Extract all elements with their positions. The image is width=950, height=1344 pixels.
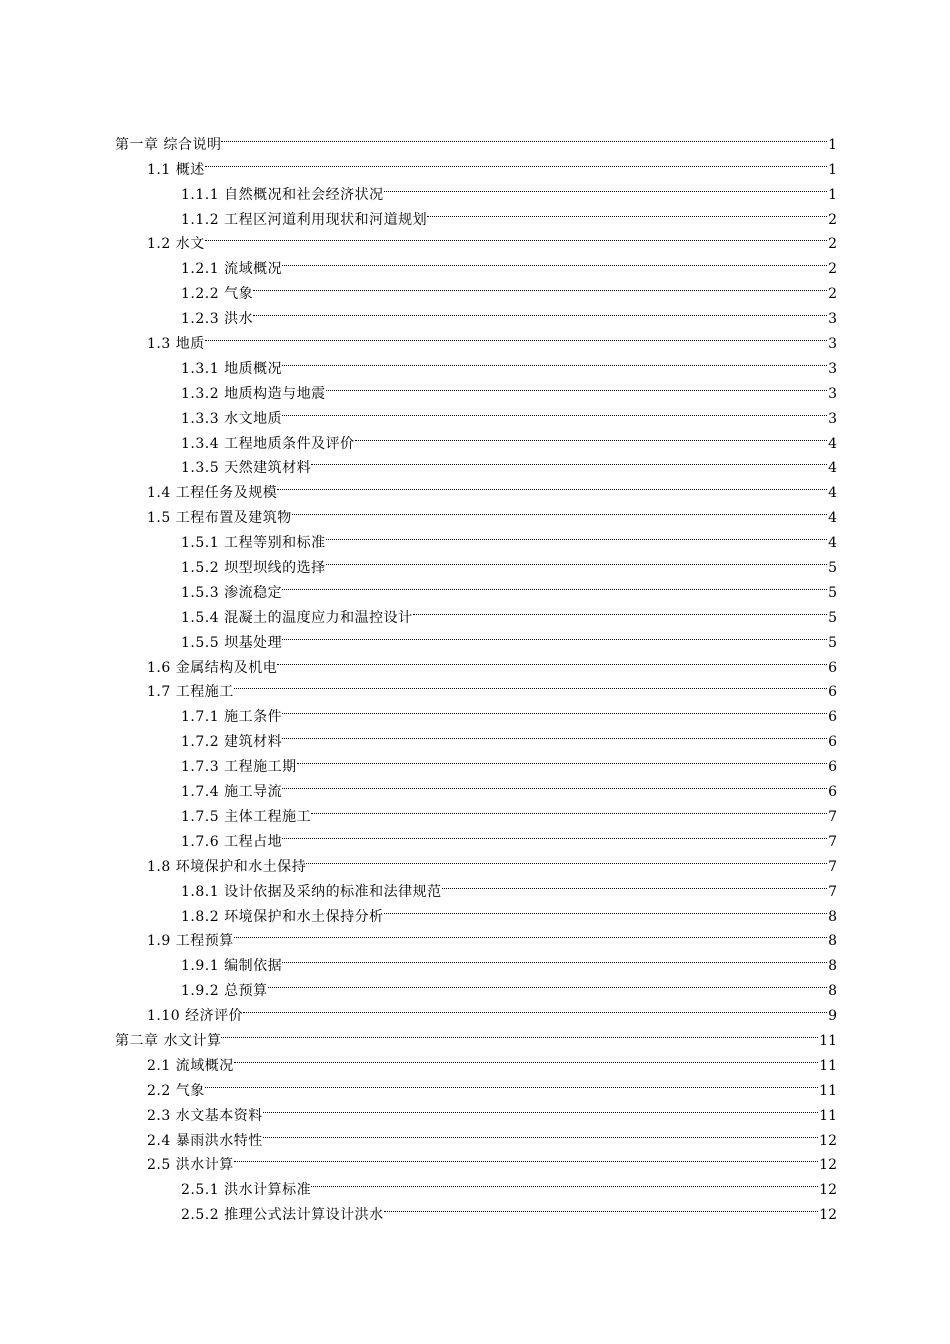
toc-entry[interactable] — [0, 248, 950, 278]
toc-dot-leader — [311, 448, 827, 473]
toc-page-number[interactable]: 6 — [828, 759, 837, 776]
toc-page-number[interactable]: 1 — [828, 161, 837, 178]
toc-page-number[interactable]: 2 — [828, 211, 837, 228]
toc-dot-leader — [282, 771, 827, 796]
toc-entry-title[interactable]: 1.7.4 施工导流 — [181, 784, 283, 801]
toc-entry-title[interactable]: 1.7.5 主体工程施工 — [181, 808, 312, 825]
toc-entry[interactable] — [0, 323, 950, 353]
toc-page-number[interactable]: 4 — [828, 460, 837, 477]
toc-page-number[interactable]: 4 — [828, 535, 837, 552]
toc-entry-title[interactable]: 1.2.2 气象 — [181, 286, 254, 303]
toc-entry[interactable] — [0, 896, 950, 925]
toc-dot-leader — [263, 1095, 818, 1120]
toc-entry[interactable] — [0, 771, 950, 801]
toc-page-number[interactable]: 3 — [828, 360, 837, 377]
toc-entry[interactable] — [0, 273, 950, 303]
toc-page-number[interactable]: 5 — [828, 609, 837, 626]
toc-entry[interactable] — [0, 921, 950, 950]
toc-dot-leader — [355, 423, 828, 448]
toc-entry-title[interactable]: 1.5.4 混凝土的温度应力和温控设计 — [181, 609, 413, 626]
toc-dot-leader — [384, 896, 828, 921]
toc-page-number[interactable]: 1 — [828, 136, 837, 153]
toc-entry[interactable] — [0, 871, 950, 900]
toc-entry-title[interactable]: 1.10 经济评价 — [147, 1008, 244, 1025]
toc-entry[interactable] — [0, 149, 950, 178]
toc-entry[interactable] — [0, 1145, 950, 1174]
toc-entry[interactable] — [0, 348, 950, 377]
toc-dot-leader — [282, 622, 827, 647]
toc-dot-leader — [282, 721, 827, 746]
toc-entry[interactable] — [0, 821, 950, 850]
toc-entry-title[interactable]: 1.8.1 设计依据及采纳的标准和法律规范 — [181, 883, 442, 900]
toc-entry[interactable] — [0, 224, 950, 253]
toc-entry-title[interactable]: 1.1 概述 — [147, 161, 205, 178]
toc-entry-title[interactable]: 2.5 洪水计算 — [147, 1157, 234, 1174]
toc-dot-leader — [384, 174, 828, 199]
toc-entry[interactable] — [0, 1120, 950, 1149]
toc-dot-leader — [205, 323, 827, 348]
toc-entry[interactable] — [0, 1070, 950, 1099]
toc-dot-leader — [311, 1169, 818, 1194]
toc-dot-leader — [326, 547, 828, 572]
toc-entry-title[interactable]: 1.9 工程预算 — [147, 933, 234, 950]
toc-page-number[interactable]: 11 — [819, 1032, 837, 1049]
toc-dot-leader — [282, 945, 827, 970]
toc-entry-title[interactable]: 1.7 工程施工 — [147, 684, 234, 701]
table-of-contents — [0, 124, 950, 1224]
toc-entry-title[interactable]: 1.7.2 建筑材料 — [181, 734, 283, 751]
toc-dot-leader — [297, 746, 828, 771]
toc-entry[interactable] — [0, 124, 950, 153]
toc-dot-leader — [306, 846, 827, 871]
toc-entry[interactable] — [0, 696, 950, 726]
toc-dot-leader — [205, 224, 827, 249]
toc-entry-title[interactable]: 1.7.3 工程施工期 — [181, 759, 297, 776]
toc-entry[interactable] — [0, 1020, 950, 1049]
toc-page-number[interactable]: 5 — [828, 634, 837, 651]
toc-entry[interactable] — [0, 672, 950, 701]
toc-entry[interactable] — [0, 796, 950, 825]
toc-entry-title[interactable]: 1.7.6 工程占地 — [181, 833, 283, 850]
toc-entry-title[interactable]: 1.8 环境保护和水土保持 — [147, 858, 307, 875]
toc-page-number[interactable]: 7 — [828, 808, 837, 825]
toc-entry-title[interactable]: 1.3.5 天然建筑材料 — [181, 460, 312, 477]
toc-dot-leader — [234, 672, 827, 697]
toc-dot-leader — [282, 572, 827, 597]
toc-dot-leader — [234, 921, 827, 946]
toc-entry[interactable] — [0, 199, 950, 228]
toc-entry-title[interactable]: 第一章 综合说明 — [115, 136, 222, 153]
toc-page-number[interactable]: 6 — [828, 734, 837, 751]
toc-dot-leader — [234, 1045, 818, 1070]
toc-entry[interactable] — [0, 1045, 950, 1074]
toc-dot-leader — [282, 696, 827, 721]
toc-dot-leader — [413, 597, 828, 622]
toc-entry-title[interactable]: 1.2 水文 — [147, 236, 205, 253]
toc-dot-leader — [234, 1145, 818, 1170]
toc-dot-leader — [292, 497, 827, 522]
toc-entry[interactable] — [0, 945, 950, 975]
toc-page-number[interactable]: 3 — [828, 385, 837, 402]
toc-page-number[interactable]: 6 — [828, 684, 837, 701]
toc-entry-title[interactable]: 1.2.1 流域概况 — [181, 261, 283, 278]
toc-dot-leader — [326, 522, 828, 547]
toc-page-number[interactable]: 4 — [828, 485, 837, 502]
toc-entry-title[interactable]: 1.3.2 地质构造与地震 — [181, 385, 326, 402]
toc-dot-leader — [243, 995, 827, 1020]
toc-entry-title[interactable]: 1.5 工程布置及建筑物 — [147, 510, 292, 527]
toc-dot-leader — [253, 273, 827, 298]
toc-entry-title[interactable]: 1.9.1 编制依据 — [181, 958, 283, 975]
toc-page-number[interactable]: 2 — [828, 236, 837, 253]
toc-page-number[interactable]: 12 — [819, 1157, 837, 1174]
toc-entry[interactable] — [0, 1194, 950, 1224]
toc-dot-leader — [442, 871, 828, 896]
toc-entry[interactable] — [0, 174, 950, 203]
toc-page-number[interactable]: 9 — [828, 1008, 837, 1025]
toc-entry-title[interactable]: 1.1.1 自然概况和社会经济状况 — [181, 186, 384, 203]
toc-entry[interactable] — [0, 572, 950, 601]
toc-page-number[interactable]: 1 — [828, 186, 837, 203]
toc-page-number[interactable]: 7 — [828, 883, 837, 900]
toc-page-number[interactable]: 6 — [828, 709, 837, 726]
toc-entry-title[interactable]: 1.7.1 施工条件 — [181, 709, 283, 726]
toc-page-number[interactable]: 8 — [828, 983, 837, 1000]
toc-entry[interactable] — [0, 995, 950, 1025]
toc-entry[interactable] — [0, 472, 950, 502]
toc-entry[interactable] — [0, 846, 950, 875]
toc-page-number[interactable]: 4 — [828, 435, 837, 452]
toc-entry-title[interactable]: 1.5.3 渗流稳定 — [181, 584, 283, 601]
toc-entry-title[interactable]: 1.5.5 坝基处理 — [181, 634, 283, 651]
toc-page-number[interactable]: 7 — [828, 833, 837, 850]
toc-entry[interactable] — [0, 522, 950, 552]
toc-dot-leader — [282, 248, 827, 273]
toc-entry[interactable] — [0, 547, 950, 577]
toc-page-number[interactable]: 11 — [819, 1057, 837, 1074]
toc-entry[interactable] — [0, 970, 950, 1000]
toc-page-number[interactable]: 8 — [828, 908, 837, 925]
toc-page-number[interactable]: 2 — [828, 286, 837, 303]
toc-page-number[interactable]: 5 — [828, 560, 837, 577]
toc-entry-title[interactable]: 2.3 水文基本资料 — [147, 1107, 263, 1124]
toc-entry-title[interactable]: 2.4 暴雨洪水特性 — [147, 1132, 263, 1149]
toc-page-number[interactable]: 8 — [828, 933, 837, 950]
toc-entry-title[interactable]: 1.5.1 工程等别和标准 — [181, 535, 326, 552]
toc-page-number[interactable]: 6 — [828, 784, 837, 801]
toc-entry-title[interactable]: 2.5.1 洪水计算标准 — [181, 1182, 312, 1199]
toc-entry[interactable] — [0, 746, 950, 776]
toc-page-number[interactable]: 11 — [819, 1082, 837, 1099]
toc-dot-leader — [326, 373, 828, 398]
toc-page-number[interactable]: 3 — [828, 311, 837, 328]
toc-entry-title[interactable]: 1.3.3 水文地质 — [181, 410, 283, 427]
toc-entry-title[interactable]: 1.2.3 洪水 — [181, 311, 254, 328]
toc-page-number[interactable]: 11 — [819, 1107, 837, 1124]
toc-entry-row — [181, 1194, 837, 1228]
toc-page-number[interactable]: 3 — [828, 410, 837, 427]
toc-page-number[interactable]: 12 — [819, 1132, 837, 1149]
toc-entry[interactable] — [0, 1169, 950, 1199]
toc-page-number[interactable]: 4 — [828, 510, 837, 527]
toc-entry[interactable] — [0, 497, 950, 527]
toc-entry-title[interactable]: 1.3.1 地质概况 — [181, 360, 283, 377]
toc-page-number[interactable]: 3 — [828, 336, 837, 353]
toc-entry-title[interactable]: 2.5.2 推理公式法计算设计洪水 — [181, 1207, 384, 1224]
toc-dot-leader — [427, 199, 827, 224]
toc-entry-title[interactable]: 1.3 地质 — [147, 336, 205, 353]
toc-entry[interactable] — [0, 647, 950, 676]
toc-dot-leader — [277, 647, 827, 672]
toc-dot-leader — [384, 1194, 819, 1219]
toc-entry-title[interactable]: 2.1 流域概况 — [147, 1057, 234, 1074]
toc-entry-title[interactable]: 1.3.4 工程地质条件及评价 — [181, 435, 355, 452]
toc-entry-title[interactable]: 1.6 金属结构及机电 — [147, 659, 278, 676]
toc-dot-leader — [205, 1070, 818, 1095]
toc-entry[interactable] — [0, 423, 950, 452]
toc-entry-title[interactable]: 1.9.2 总预算 — [181, 983, 268, 1000]
toc-dot-leader — [277, 472, 827, 497]
toc-page-number[interactable]: 2 — [828, 261, 837, 278]
toc-dot-leader — [282, 821, 827, 846]
toc-page-number[interactable]: 5 — [828, 584, 837, 601]
toc-dot-leader — [311, 796, 827, 821]
toc-entry-title[interactable]: 1.1.2 工程区河道利用现状和河道规划 — [181, 211, 428, 228]
toc-entry-title[interactable]: 1.5.2 坝型坝线的选择 — [181, 560, 326, 577]
toc-entry[interactable] — [0, 622, 950, 651]
toc-page-number[interactable]: 12 — [819, 1207, 837, 1224]
toc-entry-title[interactable]: 1.8.2 环境保护和水土保持分析 — [181, 908, 384, 925]
toc-page-number[interactable]: 7 — [828, 858, 837, 875]
toc-dot-leader — [282, 398, 827, 423]
toc-entry[interactable] — [0, 721, 950, 751]
toc-dot-leader — [268, 970, 828, 995]
toc-dot-leader — [263, 1120, 818, 1145]
toc-dot-leader — [282, 348, 827, 373]
toc-entry-title[interactable]: 2.2 气象 — [147, 1082, 205, 1099]
toc-page-number[interactable]: 12 — [819, 1182, 837, 1199]
toc-dot-leader — [205, 149, 827, 174]
toc-entry-title[interactable]: 1.4 工程任务及规模 — [147, 485, 278, 502]
toc-page-number[interactable]: 6 — [828, 659, 837, 676]
toc-entry[interactable] — [0, 597, 950, 626]
toc-page-number[interactable]: 8 — [828, 958, 837, 975]
toc-dot-leader — [221, 1020, 818, 1045]
toc-entry[interactable] — [0, 1095, 950, 1124]
toc-entry[interactable] — [0, 448, 950, 477]
toc-entry[interactable] — [0, 398, 950, 427]
toc-dot-leader — [253, 298, 827, 323]
toc-entry-title[interactable]: 第二章 水文计算 — [115, 1032, 222, 1049]
toc-dot-leader — [221, 124, 827, 149]
toc-entry[interactable] — [0, 373, 950, 402]
toc-entry[interactable] — [0, 298, 950, 328]
